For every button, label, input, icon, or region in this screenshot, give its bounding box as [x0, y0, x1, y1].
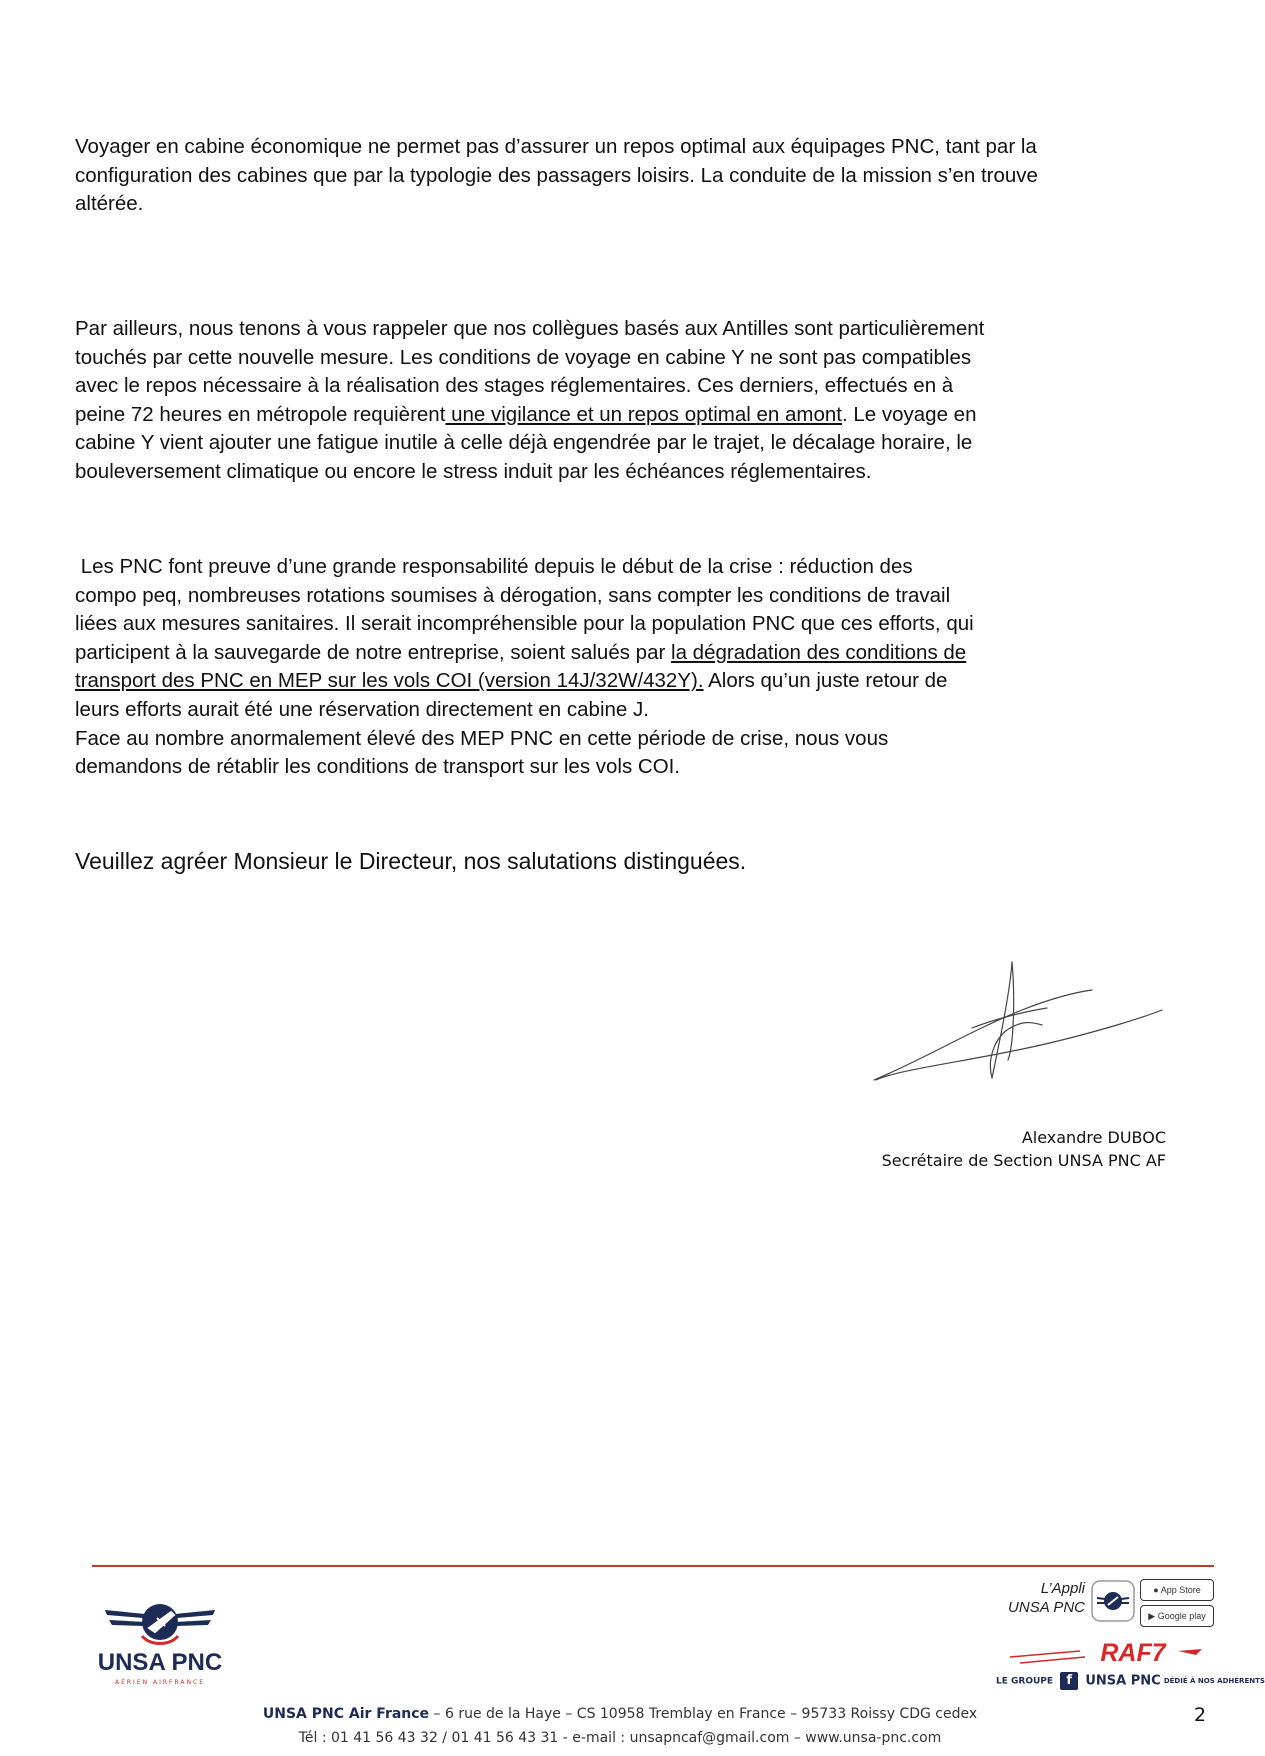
- text-segment: peine 72 heures en métropole requièrent: [75, 402, 446, 426]
- org-name: UNSA PNC Air France: [262, 1706, 430, 1722]
- raf7-caption-left: LE GROUPE: [996, 1676, 1054, 1687]
- address-text: – 6 rue de la Haye – CS 10958 Tremblay en France – 95733 Roissy CDG cedex: [429, 1706, 978, 1722]
- raf7-caption: [996, 1672, 1265, 1690]
- raf7-caption-right: DÉDIÉ À NOS ADHÉRENTS: [1163, 1677, 1265, 1685]
- raf7-text: RAF7: [1100, 1639, 1166, 1667]
- text-segment: Alors qu’un juste retour de: [703, 669, 948, 693]
- raf7-logo: [1010, 1637, 1205, 1667]
- text-line: [75, 401, 1175, 430]
- page-number: 2: [1194, 1704, 1207, 1726]
- app-store-button[interactable]: [1140, 1579, 1214, 1601]
- unsa-pnc-logo: [85, 1582, 235, 1692]
- signatory-title: Secrétaire de Section UNSA PNC AF: [881, 1151, 1166, 1170]
- paragraph-responsibility: [75, 553, 1175, 782]
- text-line: Par ailleurs, nous tenons à vous rappeler que nos collègues basés aux Antilles sont particulièrement: [75, 317, 985, 340]
- handwritten-signature: [862, 950, 1162, 1100]
- footer-address: [0, 1706, 1240, 1722]
- app-promo-line: UNSA PNC: [1008, 1599, 1085, 1616]
- text-line: altérée.: [75, 192, 144, 216]
- text-line: [75, 667, 1175, 696]
- text-line: compo peq, nombreuses rotations soumises à dérogation, sans compter les conditions de travail: [75, 583, 951, 607]
- text-line: avec le repos nécessaire à la réalisation des stages réglementaires. Ces derniers, effectués en à: [75, 374, 954, 398]
- underlined-text: la dégradation des conditions de: [671, 640, 967, 664]
- app-promo-line: L’Appli: [1040, 1580, 1085, 1597]
- text-line: Face au nombre anormalement élevé des MEP PNC en cette période de crise, nous vous: [75, 726, 889, 750]
- text-line: [75, 639, 1175, 668]
- google-play-label: Google play: [1157, 1611, 1206, 1621]
- paragraph-cabin-rest: [75, 133, 1175, 219]
- google-play-button[interactable]: [1140, 1605, 1214, 1627]
- text-line: Les PNC font preuve d’une grande responsabilité depuis le début de la crise : réduction des: [75, 555, 913, 578]
- text-line: leurs efforts aurait été une réservation directement en cabine J.: [75, 697, 649, 721]
- text-line: configuration des cabines que par la typologie des passagers loisirs. La conduite de la mission s’en trouve: [75, 163, 1038, 187]
- app-promo: [985, 1578, 1213, 1634]
- text-line: demandons de rétablir les conditions de transport sur les vols COI.: [75, 755, 681, 779]
- text-line: touchés par cette nouvelle mesure. Les conditions de voyage en cabine Y ne sont pas compatibles: [75, 345, 972, 369]
- app-store-label: App Store: [1160, 1585, 1201, 1595]
- paragraph-antilles: [75, 315, 1175, 487]
- text-line: liées aux mesures sanitaires. Il serait incompréhensible pour la population PNC que ces efforts, qui: [75, 612, 974, 636]
- logo-text: UNSA PNC: [97, 1649, 223, 1676]
- text-line: Voyager en cabine économique ne permet pas d’assurer un repos optimal aux équipages PNC, tant par la: [75, 135, 1037, 158]
- raf7-brand: UNSA PNC: [1085, 1673, 1161, 1689]
- underlined-text: une vigilance et un repos optimal en amont: [445, 402, 842, 426]
- text-line: cabine Y vient ajouter une fatigue inutile à celle déjà engendrée par le trajet, le décalage horaire, le: [75, 431, 973, 455]
- underlined-text: transport des PNC en MEP sur les vols COI (version 14J/32W/432Y).: [75, 669, 704, 693]
- signatory-name: Alexandre DUBOC: [1021, 1128, 1166, 1147]
- text-segment: . Le voyage en: [841, 402, 977, 426]
- app-emblem-icon: [1091, 1580, 1135, 1622]
- apple-icon: ●: [1153, 1585, 1159, 1595]
- text-segment: participent à la sauvegarde de notre entreprise, soient salués par: [75, 640, 672, 664]
- footer-divider: [92, 1565, 1214, 1567]
- facebook-icon[interactable]: f: [1060, 1672, 1078, 1690]
- text-line: bouleversement climatique ou encore le stress induit par les échéances réglementaires.: [75, 459, 872, 483]
- footer-contact: Tél : 01 41 56 43 32 / 01 41 56 43 31 - e-mail : unsapncaf@gmail.com – www.unsa-pnc.com: [298, 1730, 942, 1746]
- play-icon: ▶: [1148, 1611, 1156, 1621]
- logo-subtext: AÉRIEN AIRFRANCE: [114, 1679, 206, 1686]
- closing-salutation: Veuillez agréer Monsieur le Directeur, nos salutations distinguées.: [75, 848, 747, 874]
